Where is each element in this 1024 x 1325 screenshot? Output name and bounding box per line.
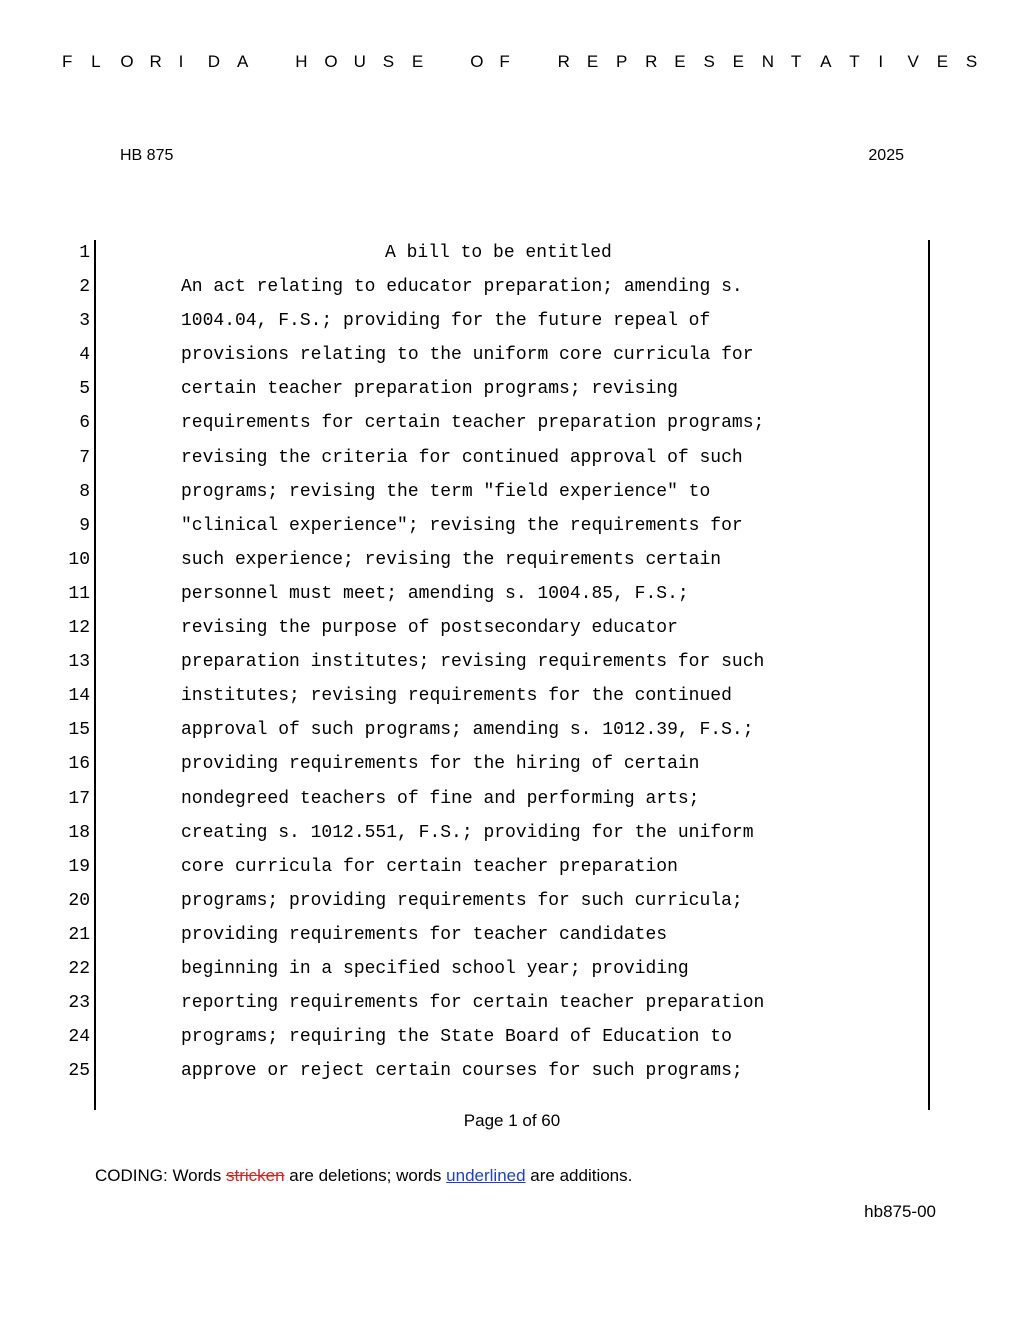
line-text: programs; requiring the State Board of Education to [181,1027,732,1048]
line-number: 18 [68,822,90,843]
line-text: revising the criteria for continued approval of such [181,447,743,468]
chamber-banner: F L O R I D A H O U S E O F R E P R E S E N T A T I V E S [62,52,978,71]
line-text: personnel must meet; amending s. 1004.85, F.S.; [181,583,689,604]
bill-line [0,1054,1024,1088]
bill-title: A bill to be entitled [385,243,612,263]
bill-line [0,679,1024,713]
line-text: programs; providing requirements for such curricula; [181,890,743,911]
bill-line [0,509,1024,543]
line-number: 11 [68,583,90,604]
bill-line [0,475,1024,509]
line-text: approval of such programs; amending s. 1012.39, F.S.; [181,720,754,741]
line-number: 4 [79,345,90,366]
line-number: 9 [79,515,90,536]
line-number: 19 [68,856,90,877]
line-number: 10 [68,549,90,570]
line-number: 23 [68,993,90,1014]
line-number: 8 [79,481,90,502]
bill-number: HB 875 [120,147,174,164]
bill-line [0,747,1024,781]
bill-line [0,406,1024,440]
bill-line [0,611,1024,645]
line-text: creating s. 1012.551, F.S.; providing for the uniform [181,822,754,843]
coding-suffix: are additions. [525,1166,633,1185]
coding-legend [95,1166,632,1186]
bill-text-lines [0,236,1024,1088]
line-text: core curricula for certain teacher preparation [181,856,678,877]
line-text: programs; revising the term "field experience" to [181,481,711,502]
line-text: revising the purpose of postsecondary educator [181,618,678,639]
coding-prefix: CODING: Words [95,1166,226,1185]
line-text: such experience; revising the requirements certain [181,549,722,570]
bill-line [0,782,1024,816]
line-number: 2 [79,277,90,298]
line-number: 14 [68,686,90,707]
line-text: beginning in a specified school year; providing [181,958,689,979]
line-text: 1004.04, F.S.; providing for the future repeal of [181,311,711,332]
line-text: certain teacher preparation programs; revising [181,379,678,400]
line-number: 25 [68,1061,90,1082]
bill-line [0,372,1024,406]
line-text: nondegreed teachers of fine and performing arts; [181,788,700,809]
line-number: 21 [68,924,90,945]
line-text: institutes; revising requirements for the continued [181,686,732,707]
bill-line [0,543,1024,577]
line-number: 17 [68,788,90,809]
document-code: hb875-00 [864,1202,936,1221]
line-number: 5 [79,379,90,400]
line-number: 3 [79,311,90,332]
bill-line [0,952,1024,986]
bill-line [0,986,1024,1020]
session-year: 2025 [868,147,904,164]
bill-line [0,236,1024,270]
line-number: 7 [79,447,90,468]
bill-line [0,304,1024,338]
line-text: preparation institutes; revising requirements for such [181,652,765,673]
line-text: provisions relating to the uniform core curricula for [181,345,754,366]
line-number: 13 [68,652,90,673]
line-text: requirements for certain teacher preparation programs; [181,413,765,434]
bill-line [0,270,1024,304]
bill-line [0,577,1024,611]
line-text: "clinical experience"; revising the requirements for [181,515,743,536]
bill-line [0,1020,1024,1054]
line-text: reporting requirements for certain teacher preparation [181,993,765,1014]
bill-line [0,850,1024,884]
page-number: Page 1 of 60 [463,1111,561,1130]
coding-stricken-sample: stricken [225,1166,285,1185]
bill-line [0,441,1024,475]
line-number: 22 [68,958,90,979]
bill-line [0,713,1024,747]
coding-underlined-sample: underlined [446,1166,526,1185]
line-number: 20 [68,890,90,911]
line-number: 15 [68,720,90,741]
bill-line [0,884,1024,918]
line-text: approve or reject certain courses for such programs; [181,1061,743,1082]
line-number: 6 [79,413,90,434]
line-number: 16 [68,754,90,775]
line-text: providing requirements for teacher candidates [181,924,668,945]
bill-line [0,338,1024,372]
line-text: providing requirements for the hiring of certain [181,754,700,775]
line-number: 24 [68,1027,90,1048]
line-text: An act relating to educator preparation; amending s. [181,277,743,298]
coding-middle: are deletions; words [284,1166,447,1185]
line-number: 12 [68,618,90,639]
line-number: 1 [79,243,90,263]
bill-line [0,918,1024,952]
bill-line [0,645,1024,679]
bill-line [0,816,1024,850]
